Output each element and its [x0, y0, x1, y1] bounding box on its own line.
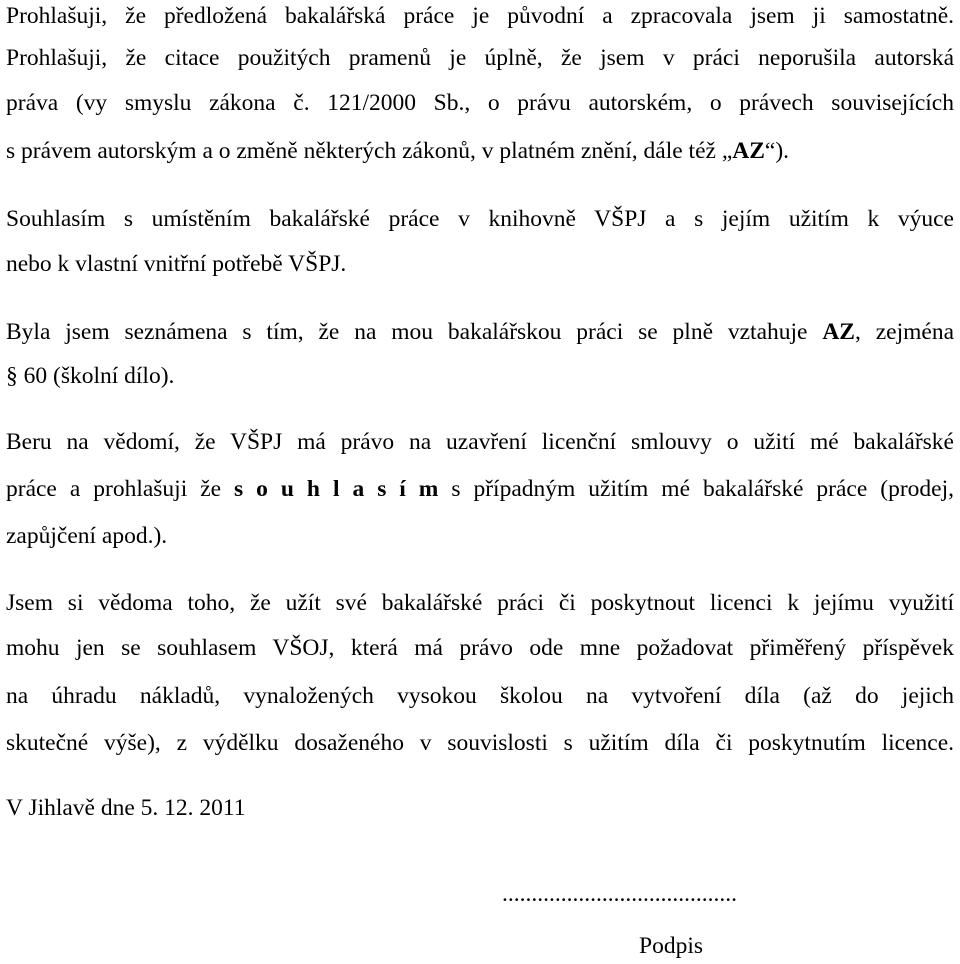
paragraph-4-line-2	[6, 475, 954, 503]
paragraph-5-line-1: Jsem si vědoma toho, že užít své bakalářské práci či poskytnout licenci k jejímu využití	[6, 590, 954, 616]
paragraph-5-line-3: na úhradu nákladů, vynaložených vysokou školou na vytvoření díla (až do jejich	[6, 683, 954, 709]
paragraph-4-line-1: Beru na vědomí, že VŠPJ má právo na uzavření licenční smlouvy o užití mé bakalářské	[6, 429, 954, 455]
az-abbreviation: AZ	[732, 138, 765, 164]
paragraph-1-line-4-b: “).	[764, 138, 790, 164]
paragraph-4-line-3: zapůjčení apod.).	[6, 523, 168, 549]
signature-line: ........................................	[502, 881, 737, 907]
signature-label: Podpis	[639, 933, 703, 959]
paragraph-1-line-4-a: s právem autorským a o změně některých zákonů, v platném znění, dále též „	[6, 138, 733, 164]
paragraph-5-line-2: mohu jen se souhlasem VŠOJ, která má právo ode mne požadovat přiměřený příspěvek	[6, 635, 954, 661]
paragraph-3-line-1-b: , zejména	[854, 319, 954, 345]
paragraph-3-line-2: § 60 (školní dílo).	[6, 363, 175, 389]
paragraph-2-line-1: Souhlasím s umístěním bakalářské práce v knihovně VŠPJ a s jejím užitím k výuce	[6, 206, 954, 232]
paragraph-1-line-1: Prohlašuji, že předložená bakalářská práce je původní a zpracovala jsem ji samostatně.	[6, 3, 954, 29]
az-abbreviation: AZ	[822, 319, 855, 345]
place-and-date: V Jihlavě dne 5. 12. 2011	[6, 795, 246, 821]
paragraph-3-line-1-a: Byla jsem seznámena s tím, že na mou bakalářskou práci se plně vztahuje	[6, 319, 823, 345]
paragraph-3-line-1	[6, 318, 954, 346]
paragraph-1-line-4	[6, 137, 789, 165]
paragraph-5-line-4: skutečné výše), z výdělku dosaženého v souvislosti s užitím díla či poskytnutím licence.	[6, 730, 954, 756]
paragraph-4-line-2-b: s případným užitím mé bakalářské práce (prodej,	[438, 476, 954, 502]
paragraph-1-line-3-b: , o právu autorském, o právech souvisejících	[464, 90, 954, 116]
agree-emphasis: s o u h l a s í m	[234, 476, 439, 502]
paragraph-4-line-2-a: práce a prohlašuji že	[6, 476, 235, 502]
paragraph-2-line-2: nebo k vlastní vnitřní potřebě VŠPJ.	[6, 251, 347, 277]
paragraph-1-line-3-a: práva (vy smyslu zákona č. 121/2000 Sb.	[6, 90, 465, 116]
paragraph-1-line-2: Prohlašuji, že citace použitých pramenů je úplně, že jsem v práci neporušila autorská	[6, 45, 954, 71]
paragraph-1-line-3	[6, 89, 954, 117]
